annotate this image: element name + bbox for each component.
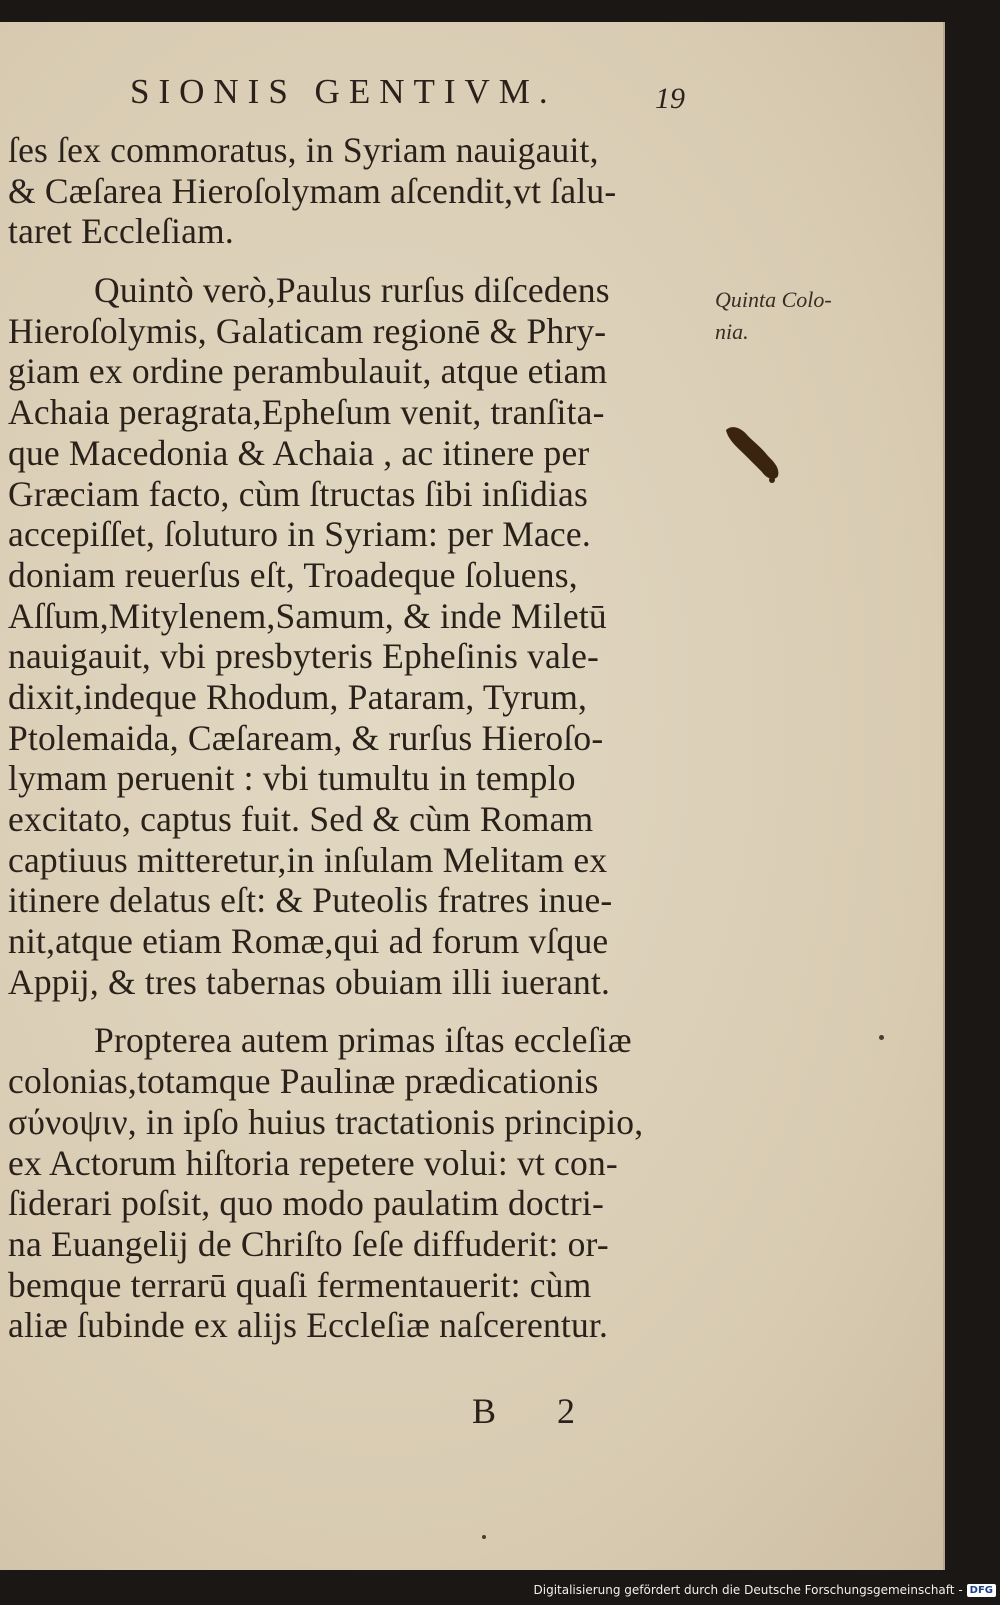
text-line: captiuus mitteretur,in inſulam Melitam ex	[8, 839, 608, 880]
margin-note-line: nia.	[715, 319, 749, 344]
running-head: SIONIS GENTIVM.	[130, 72, 557, 111]
text-line: Quintò verò,Paulus rurſus diſcedens	[94, 270, 610, 311]
text-line: Ptolemaida, Cæſaream, & rurſus Hieroſo-	[8, 717, 604, 758]
text-line: na Euangelij de Chriſto ſeſe diffuderit: or-	[8, 1223, 609, 1264]
text-line: & Cæſarea Hieroſolymam aſcendit,vt ſalu-	[8, 170, 617, 211]
digitization-credit	[534, 1580, 997, 1600]
ink-blot-icon	[722, 422, 786, 486]
text-line: taret Eccleſiam.	[8, 211, 234, 252]
text-line: nit,atque etiam Romæ,qui ad forum vſque	[8, 921, 609, 962]
text-line: ex Actorum hiſtoria repetere volui: vt con-	[8, 1142, 618, 1183]
margin-note-line: Quinta Colo-	[715, 287, 832, 312]
text-line: nauigauit, vbi presbyteris Epheſinis vale-	[8, 636, 600, 677]
credit-text: Digitalisierung gefördert durch die Deutsche Forschungsgemeinschaft -	[533, 1583, 963, 1597]
book-page	[0, 22, 945, 1570]
text-line: doniam reuerſus eſt, Troadeque ſoluens,	[8, 554, 578, 595]
text-line: giam ex ordine perambulauit, atque etiam	[8, 351, 608, 392]
text-line: Hieroſolymis, Galaticam regionē & Phry-	[8, 310, 607, 351]
page-header	[130, 72, 690, 126]
ink-speck	[482, 1535, 486, 1539]
text-line: ſiderari poſsit, quo modo paulatim doctri-	[8, 1183, 605, 1224]
signature-mark: B 2	[472, 1391, 602, 1431]
text-line: itinere delatus eſt: & Puteolis fratres inue-	[8, 880, 613, 921]
text-line: dixit,indeque Rhodum, Pataram, Tyrum,	[8, 676, 588, 717]
text-line: ſes ſex commoratus, in Syriam nauigauit,	[8, 130, 599, 170]
text-line: bemque terrarū quaſi fermentauerit: cùm	[8, 1264, 592, 1305]
text-line: σύνοψιν, in ipſo huius tractationis principio,	[8, 1101, 644, 1142]
text-line: Achaia peragrata,Epheſum venit, tranſita-	[8, 392, 605, 433]
page-number: 19	[655, 82, 685, 115]
text-line: que Macedonia & Achaia , ac itinere per	[8, 432, 590, 473]
text-line: excitato, captus fuit. Sed & cùm Romam	[8, 799, 594, 839]
text-line: Græciam facto, cùm ſtructas ſibi inſidias	[8, 473, 588, 514]
text-line: lymam peruenit : vbi tumultu in templo	[8, 758, 576, 799]
margin-note	[715, 284, 875, 348]
text-line: Appij, & tres tabernas obuiam illi iuerant.	[8, 961, 611, 1002]
text-line: aliæ ſubinde ex alijs Eccleſiæ naſcerentur.	[8, 1305, 609, 1346]
dfg-logo-icon: DFG	[967, 1584, 996, 1597]
text-line: accepiſſet, ſoluturo in Syriam: per Mace.	[8, 514, 591, 555]
body-text	[8, 130, 703, 1346]
text-line: Propterea autem primas iſtas eccleſiæ	[94, 1020, 632, 1061]
text-line: colonias,totamque Paulinæ prædicationis	[8, 1061, 599, 1102]
text-line: Aſſum,Mitylenem,Samum, & inde Miletū	[8, 595, 607, 636]
ink-speck	[879, 1035, 884, 1040]
